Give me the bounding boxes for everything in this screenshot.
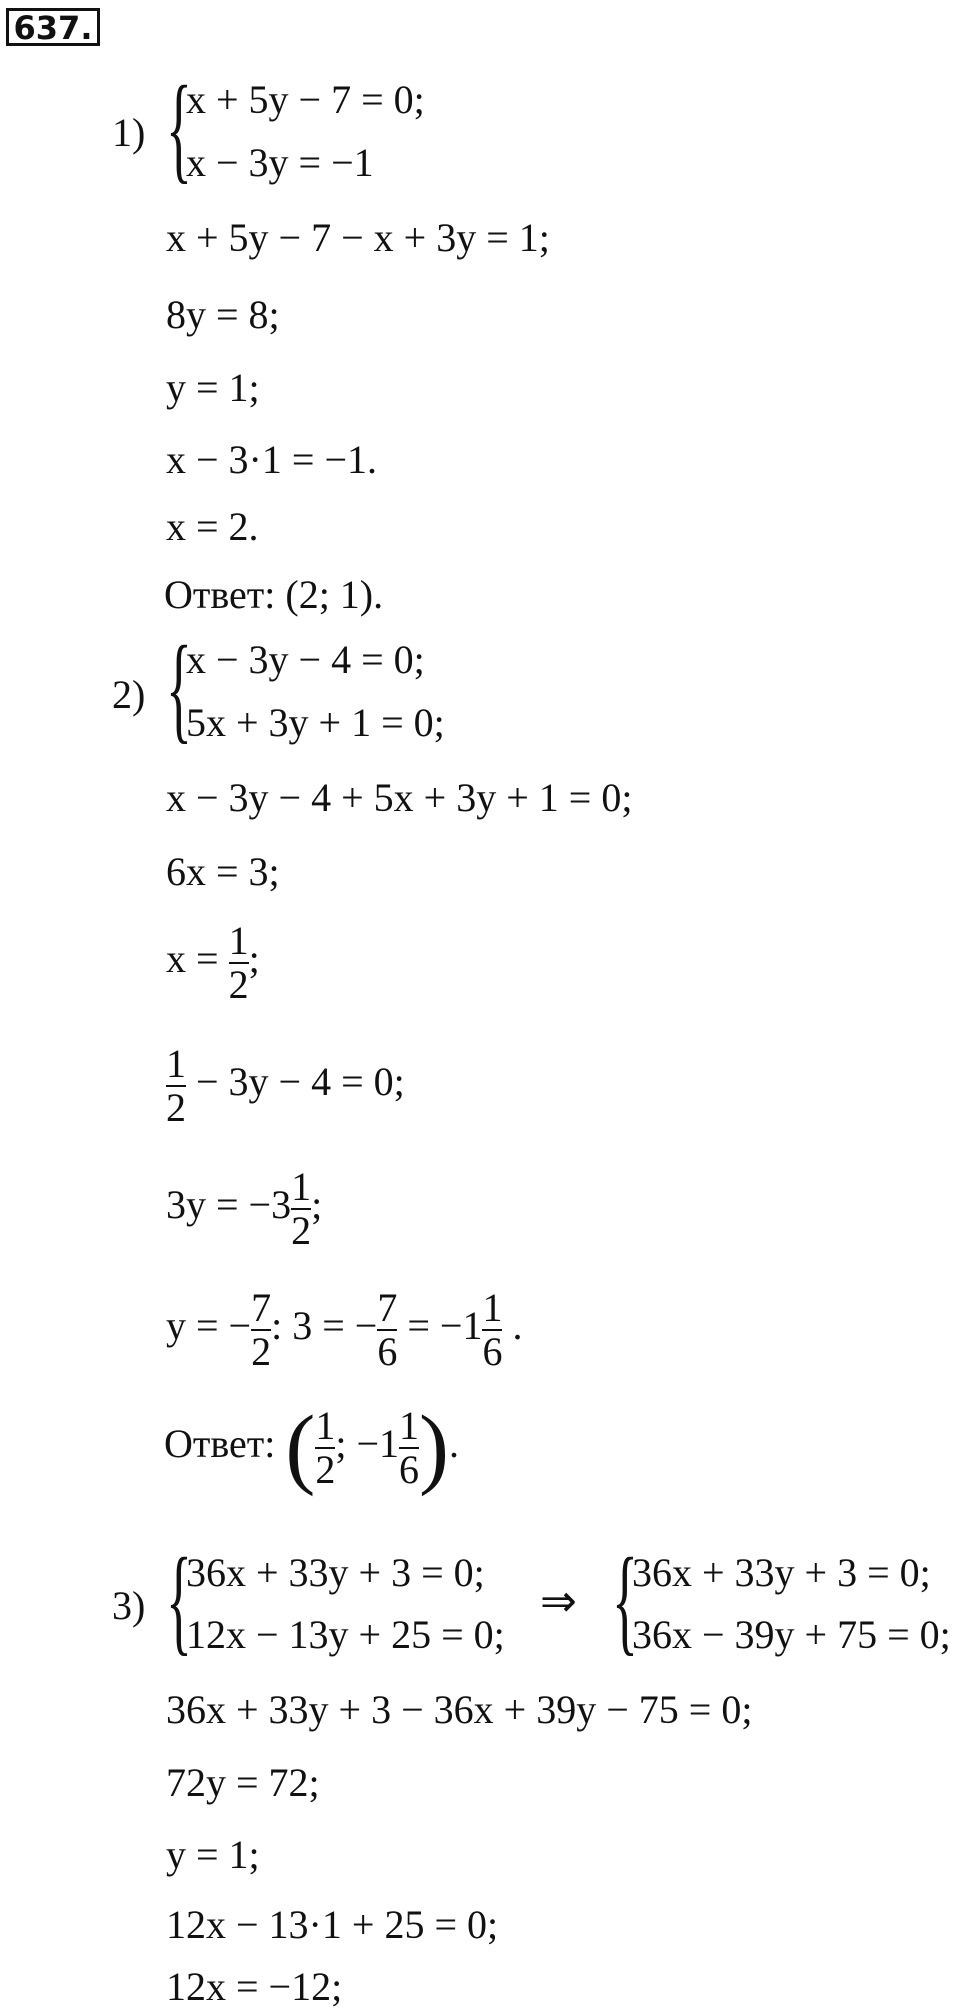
part2-step6-fraction1 (251, 1287, 271, 1373)
part1-label: 1) (112, 110, 146, 155)
fraction-numerator: 1 (166, 1041, 186, 1086)
part2-step4-right: − 3y − 4 = 0; (196, 1059, 405, 1105)
part3-right-brace: { (612, 1533, 638, 1666)
fraction-denominator: 2 (251, 1329, 272, 1374)
part2-step3 (166, 920, 260, 1006)
part2-step5 (166, 1166, 322, 1252)
part2-step6-b: : 3 = − (271, 1303, 378, 1349)
fraction-numerator: 7 (377, 1285, 398, 1330)
part1-system-eq1: x + 5y − 7 = 0; (186, 77, 425, 122)
part3-right-eq1: 36x + 33y + 3 = 0; (632, 1550, 931, 1595)
part2-system-eq1: x − 3y − 4 = 0; (186, 637, 425, 682)
fraction-numerator: 1 (291, 1164, 312, 1209)
part3-left-eq2: 12x − 13y + 25 = 0; (186, 1612, 505, 1657)
fraction-numerator: 1 (315, 1403, 336, 1448)
part2-step6-fraction2 (377, 1287, 397, 1373)
fraction-numerator: 7 (251, 1285, 272, 1330)
part2-step2: 6x = 3; (166, 849, 280, 894)
part1-answer-label: Ответ: (164, 572, 276, 617)
implies-arrow: ⇒ (540, 1577, 577, 1626)
part2-answer-fraction1 (315, 1405, 335, 1491)
fraction-denominator: 6 (482, 1329, 503, 1374)
part3-right-eq2: 36x − 39y + 75 = 0; (632, 1612, 951, 1657)
part1-answer (164, 572, 384, 617)
part1-step4: x − 3·1 = −1. (166, 437, 377, 482)
part3-step1: 36x + 33y + 3 − 36x + 39y − 75 = 0; (166, 1687, 753, 1732)
part2-step3-left: x = (166, 936, 219, 982)
part1-brace: { (166, 61, 192, 194)
part2-answer (164, 1398, 460, 1497)
part2-answer-fraction2 (399, 1405, 419, 1491)
part2-step6-fraction3 (482, 1287, 502, 1373)
part2-step5-left: 3y = −3 (166, 1182, 292, 1228)
part1-step2: 8y = 8; (166, 292, 280, 337)
fraction-denominator: 6 (377, 1329, 398, 1374)
part3-step5: 12x = −12; (166, 1964, 343, 2009)
part2-step5-right: ; (311, 1182, 323, 1228)
fraction-denominator: 2 (166, 1085, 186, 1130)
part1-step3: y = 1; (166, 365, 260, 410)
part3-step4: 12x − 13·1 + 25 = 0; (166, 1902, 499, 1947)
part1-system-eq2: x − 3y = −1 (186, 140, 374, 185)
part2-step6 (166, 1287, 522, 1373)
part2-system-eq2: 5x + 3y + 1 = 0; (186, 700, 445, 745)
fraction-denominator: 2 (291, 1208, 312, 1253)
fraction-denominator: 2 (315, 1447, 336, 1492)
fraction-denominator: 6 (399, 1447, 420, 1492)
problem-number: 637. (6, 8, 100, 46)
part2-answer-label: Ответ: (164, 1421, 276, 1467)
fraction-numerator: 1 (482, 1285, 503, 1330)
part2-step6-c: = −1 (407, 1303, 483, 1349)
part2-step3-fraction (229, 920, 249, 1006)
fraction-denominator: 2 (228, 962, 249, 1007)
part2-step4-fraction (166, 1043, 186, 1129)
part3-left-eq1: 36x + 33y + 3 = 0; (186, 1550, 485, 1595)
part3-left-brace: { (166, 1533, 192, 1666)
part1-answer-value: (2; 1). (285, 572, 384, 617)
part3-step2: 72y = 72; (166, 1760, 320, 1805)
part2-step5-fraction (291, 1166, 311, 1252)
part1-step5: x = 2. (166, 504, 259, 549)
part3-step3: y = 1; (166, 1832, 260, 1877)
right-paren: ) (419, 1398, 450, 1497)
left-paren: ( (285, 1398, 316, 1497)
part1-step1: x + 5y − 7 − x + 3y = 1; (166, 215, 550, 260)
part2-brace: { (166, 621, 192, 754)
part2-step6-a: y = − (166, 1303, 252, 1349)
part3-label: 3) (112, 1583, 146, 1628)
part2-step4 (166, 1043, 405, 1129)
fraction-numerator: 1 (399, 1403, 420, 1448)
part2-label: 2) (112, 672, 146, 717)
fraction-numerator: 1 (228, 918, 249, 963)
part2-step6-d: . (512, 1303, 523, 1349)
part2-answer-end: . (449, 1421, 460, 1467)
part2-step3-right: ; (248, 936, 260, 982)
part2-answer-mid: ; −1 (335, 1421, 400, 1467)
part2-step1: x − 3y − 4 + 5x + 3y + 1 = 0; (166, 775, 633, 820)
